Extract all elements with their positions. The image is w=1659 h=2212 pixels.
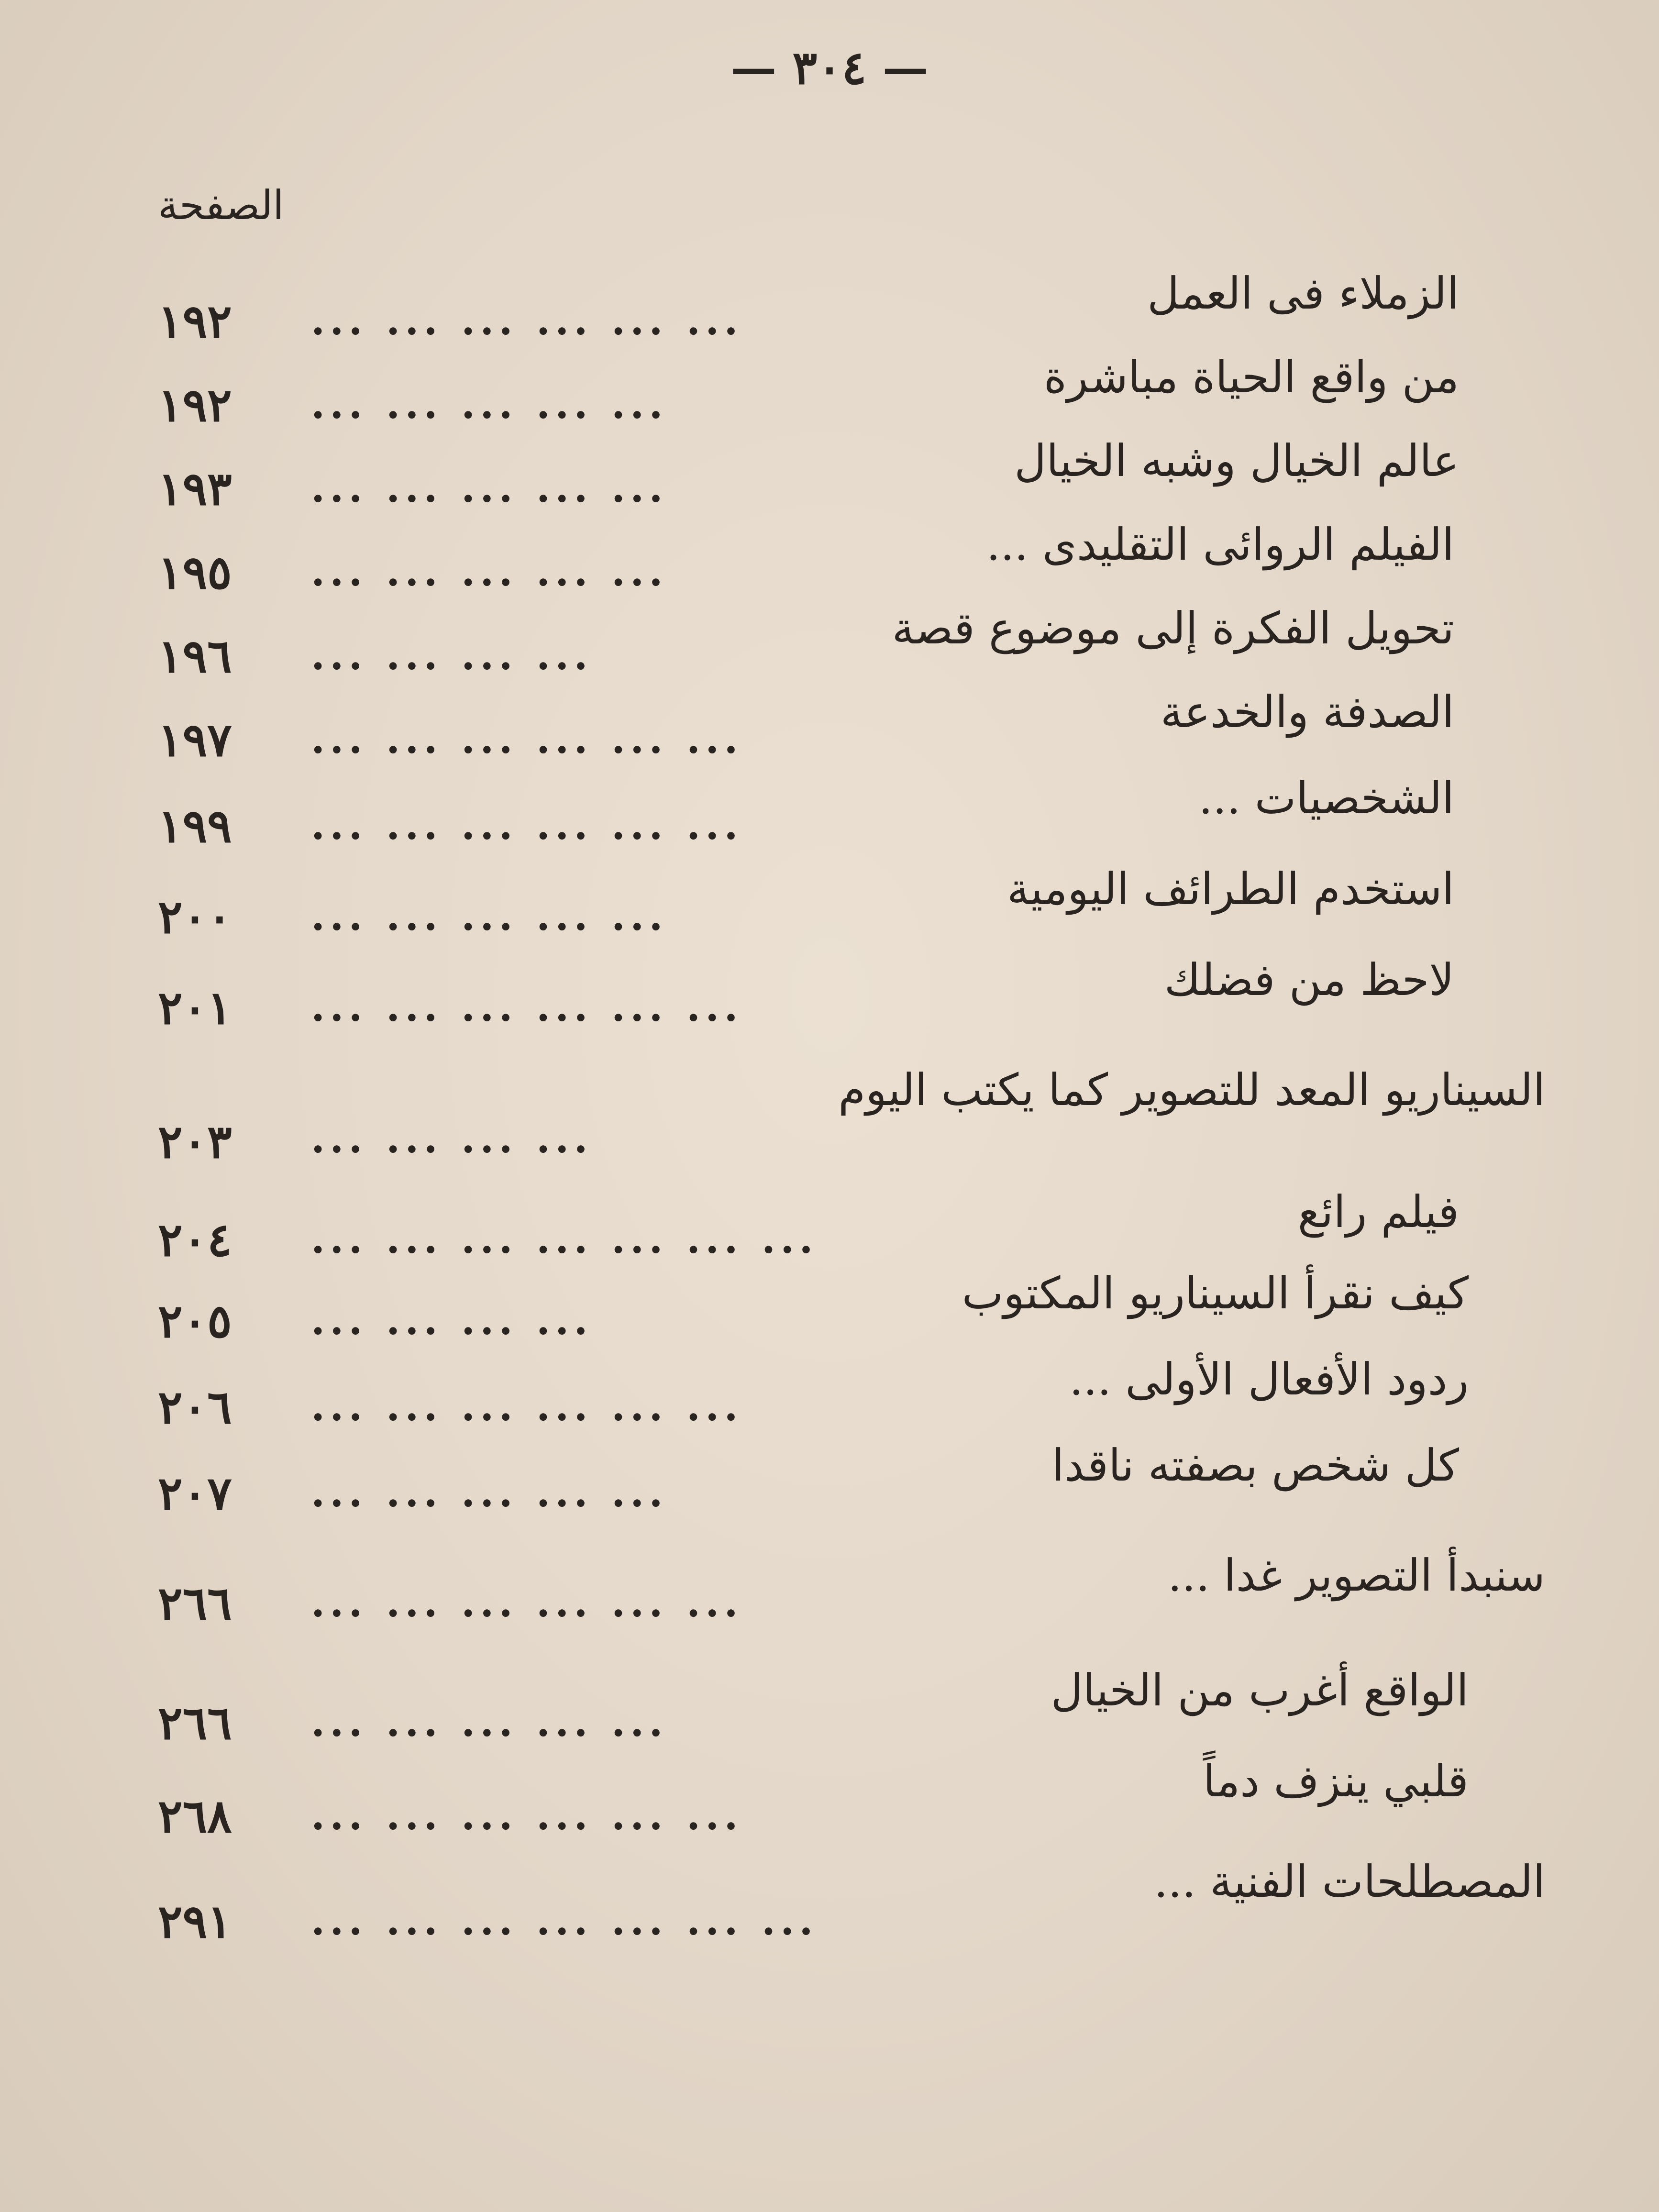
toc-entry-title: الصدفة والخدعة [1160, 686, 1454, 738]
page-number: — ٣٠٤ — [730, 41, 929, 95]
toc-entry-page: ٢٠٣ [158, 1115, 232, 1169]
toc-entry-page: ٢٠٦ [158, 1380, 232, 1434]
toc-entry-title: الفيلم الروائى التقليدى ... [986, 519, 1454, 570]
toc-entry-page: ٢٠٧ [158, 1466, 232, 1520]
toc-entry-leader-dots: ... ... ... ... [311, 1115, 593, 1162]
toc-entry-leader-dots: ... ... ... ... ... ... [311, 801, 743, 849]
toc-entry-title: كل شخص بصفته ناقدا [1052, 1440, 1459, 1491]
toc-entry-leader-dots: ... ... ... ... ... [311, 464, 668, 511]
toc-entry [158, 1064, 1545, 1169]
toc-entry [158, 954, 1454, 1036]
toc-entry-title: الواقع أغرب من الخيال [1051, 1665, 1469, 1716]
toc-entry-leader-dots: ... ... ... ... [311, 1296, 593, 1344]
toc-entry-leader-dots: ... ... ... ... ... ... [311, 715, 743, 763]
toc-entry [158, 519, 1454, 600]
toc-entry-title: الزملاء فى العمل [1147, 268, 1459, 319]
toc-entry-title: السيناريو المعد للتصوير كما يكتب اليوم [838, 1064, 1545, 1116]
toc-entry-page: ١٩٣ [158, 462, 232, 516]
toc-entry-leader-dots: ... ... ... ... ... ... [311, 297, 743, 344]
toc-entry-page: ١٩٦ [158, 629, 232, 683]
toc-entry-leader-dots: ... ... ... ... ... [311, 548, 668, 595]
toc-entry [158, 1550, 1545, 1631]
toc-entry-title: عالم الخيال وشبه الخيال [1014, 435, 1459, 487]
toc-entry [158, 1665, 1469, 1750]
toc-entry [158, 773, 1454, 854]
toc-entry-title: تحويل الفكرة إلى موضوع قصة [892, 603, 1454, 654]
toc-entry [158, 1440, 1459, 1521]
toc-entry-leader-dots: ... ... ... ... ... ... [311, 1382, 743, 1430]
toc-entry-page: ١٩٥ [158, 545, 232, 599]
toc-entry-title: الشخصيات ... [1198, 773, 1454, 824]
toc-entry-page: ١٩٩ [158, 799, 232, 853]
toc-entry-page: ٢٠٤ [158, 1213, 232, 1267]
toc-entry-leader-dots: ... ... ... ... ... ... [311, 1579, 743, 1626]
toc-entry-title: لاحظ من فضلك [1164, 954, 1454, 1006]
toc-entry-title: سنبدأ التصوير غدا ... [1168, 1550, 1545, 1601]
toc-entry-leader-dots: ... ... ... ... ... ... [311, 1792, 743, 1839]
toc-entry-title: كيف نقرأ السيناريو المكتوب [962, 1268, 1469, 1319]
toc-entry [158, 1354, 1469, 1435]
toc-entry-leader-dots: ... ... ... ... ... [311, 1469, 668, 1516]
toc-entry-page: ٢٦٦ [158, 1696, 232, 1750]
toc-entry [158, 268, 1459, 349]
toc-entry-leader-dots: ... ... ... ... ... ... ... [311, 1897, 818, 1944]
toc-entry-title: من واقع الحياة مباشرة [1043, 352, 1459, 403]
toc-entry-leader-dots: ... ... ... ... ... ... ... [311, 1215, 818, 1262]
toc-entry-page: ٢٩١ [158, 1894, 232, 1948]
toc-entry-page: ١٩٧ [158, 713, 232, 767]
page-column-header: الصفحة [158, 182, 284, 229]
toc-entry-page: ٢٦٦ [158, 1576, 232, 1630]
toc-entry-page: ١٩٢ [158, 378, 232, 432]
toc-entry [158, 863, 1454, 945]
toc-entry-leader-dots: ... ... ... ... [311, 631, 593, 679]
toc-entry-title: المصطلحات الفنية ... [1154, 1856, 1545, 1907]
toc-entry-leader-dots: ... ... ... ... ... [311, 380, 668, 428]
toc-entry [158, 686, 1454, 768]
toc-entry-page: ٢٠٠ [158, 890, 232, 944]
toc-entry-page: ٢٠٥ [158, 1294, 232, 1348]
toc-entry-page: ١٩٢ [158, 294, 232, 348]
toc-entry-leader-dots: ... ... ... ... ... ... [311, 983, 743, 1030]
toc-entry-leader-dots: ... ... ... ... ... [311, 892, 668, 940]
toc-entry [158, 1756, 1469, 1843]
toc-entry-title: استخدم الطرائف اليومية [1006, 863, 1454, 915]
toc-entry-page: ٢٠١ [158, 981, 232, 1035]
toc-entry-page: ٢٦٨ [158, 1789, 232, 1843]
toc-entry [158, 1268, 1469, 1349]
toc-entry-title: قلبي ينزف دماً [1203, 1756, 1469, 1807]
toc-entry [158, 603, 1454, 684]
toc-entry [158, 352, 1459, 433]
toc-entry-leader-dots: ... ... ... ... ... [311, 1698, 668, 1746]
toc-entry [158, 1856, 1545, 1948]
toc-entry [158, 435, 1459, 517]
toc-entry-title: فيلم رائع [1297, 1186, 1459, 1238]
toc-entry-title: ردود الأفعال الأولى ... [1069, 1354, 1469, 1405]
toc-entry [158, 1186, 1459, 1268]
